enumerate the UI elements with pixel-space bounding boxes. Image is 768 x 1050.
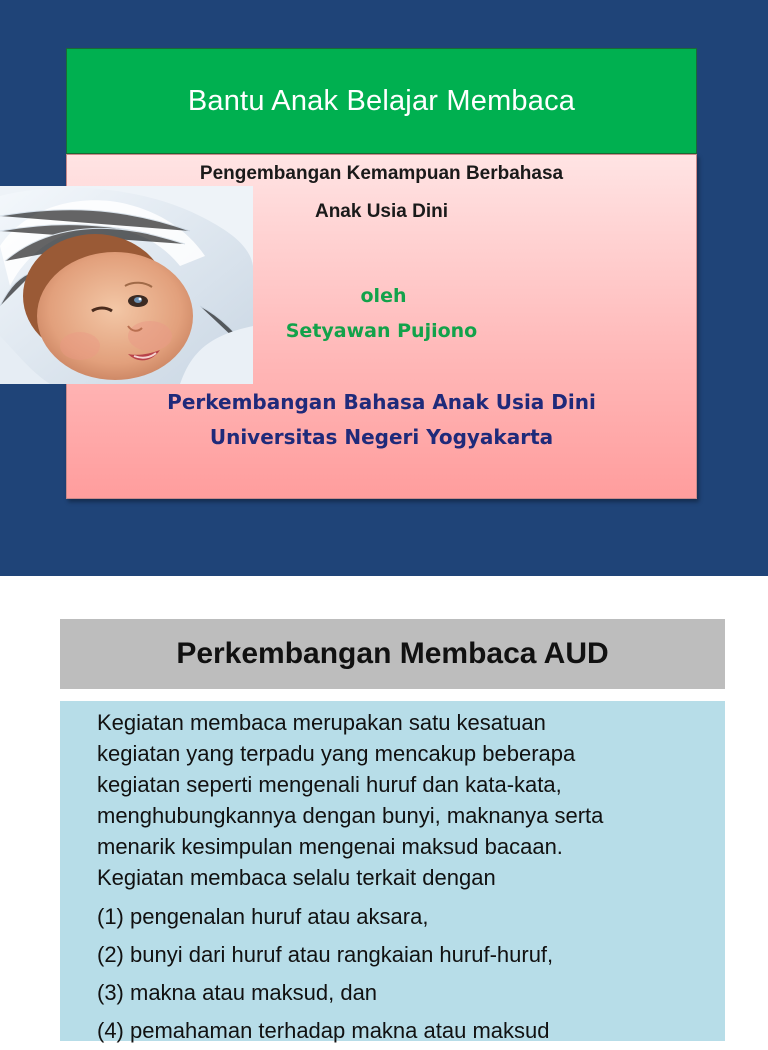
slide-title: Bantu Anak Belajar Membaca (187, 84, 576, 117)
list-item: (4) pemahaman terhadap makna atau maksud (97, 1018, 550, 1043)
slide2-body (60, 701, 725, 1041)
slide2-title: Perkembangan Membaca AUD (176, 637, 609, 670)
slide2-title-bar (60, 619, 725, 689)
university-name: Universitas Negeri Yogyakarta (209, 425, 554, 449)
paragraph-line: Kegiatan membaca merupakan satu kesatuan (97, 710, 546, 735)
paragraph-line: Kegiatan membaca selalu terkait dengan (97, 865, 496, 890)
reading-aspects-list (97, 898, 717, 1050)
author-name: Setyawan Pujiono (285, 320, 478, 342)
subtitle-line-1: Pengembangan Kemampuan Berbahasa (199, 163, 564, 184)
paragraph-line: kegiatan seperti mengenali huruf dan kata-kata, (97, 772, 562, 797)
course-name: Perkembangan Bahasa Anak Usia Dini (167, 390, 596, 414)
list-item: (1) pengenalan huruf atau aksara, (97, 904, 429, 929)
list-item: (3) makna atau maksud, dan (97, 980, 378, 1005)
list-item: (2) bunyi dari huruf atau rangkaian huruf-huruf, (97, 942, 554, 967)
by-label: oleh (360, 285, 407, 307)
slide-title-bar (66, 48, 697, 154)
baby-photo-icon (0, 186, 253, 384)
paragraph-line: menarik kesimpulan mengenai maksud bacaan. (97, 834, 563, 859)
paragraph-line: kegiatan yang terpadu yang mencakup beberapa (97, 741, 576, 766)
paragraph-line: menghubungkannya dengan bunyi, maknanya serta (97, 803, 604, 828)
subtitle-line-2: Anak Usia Dini (314, 201, 449, 222)
intro-paragraph (97, 707, 717, 893)
